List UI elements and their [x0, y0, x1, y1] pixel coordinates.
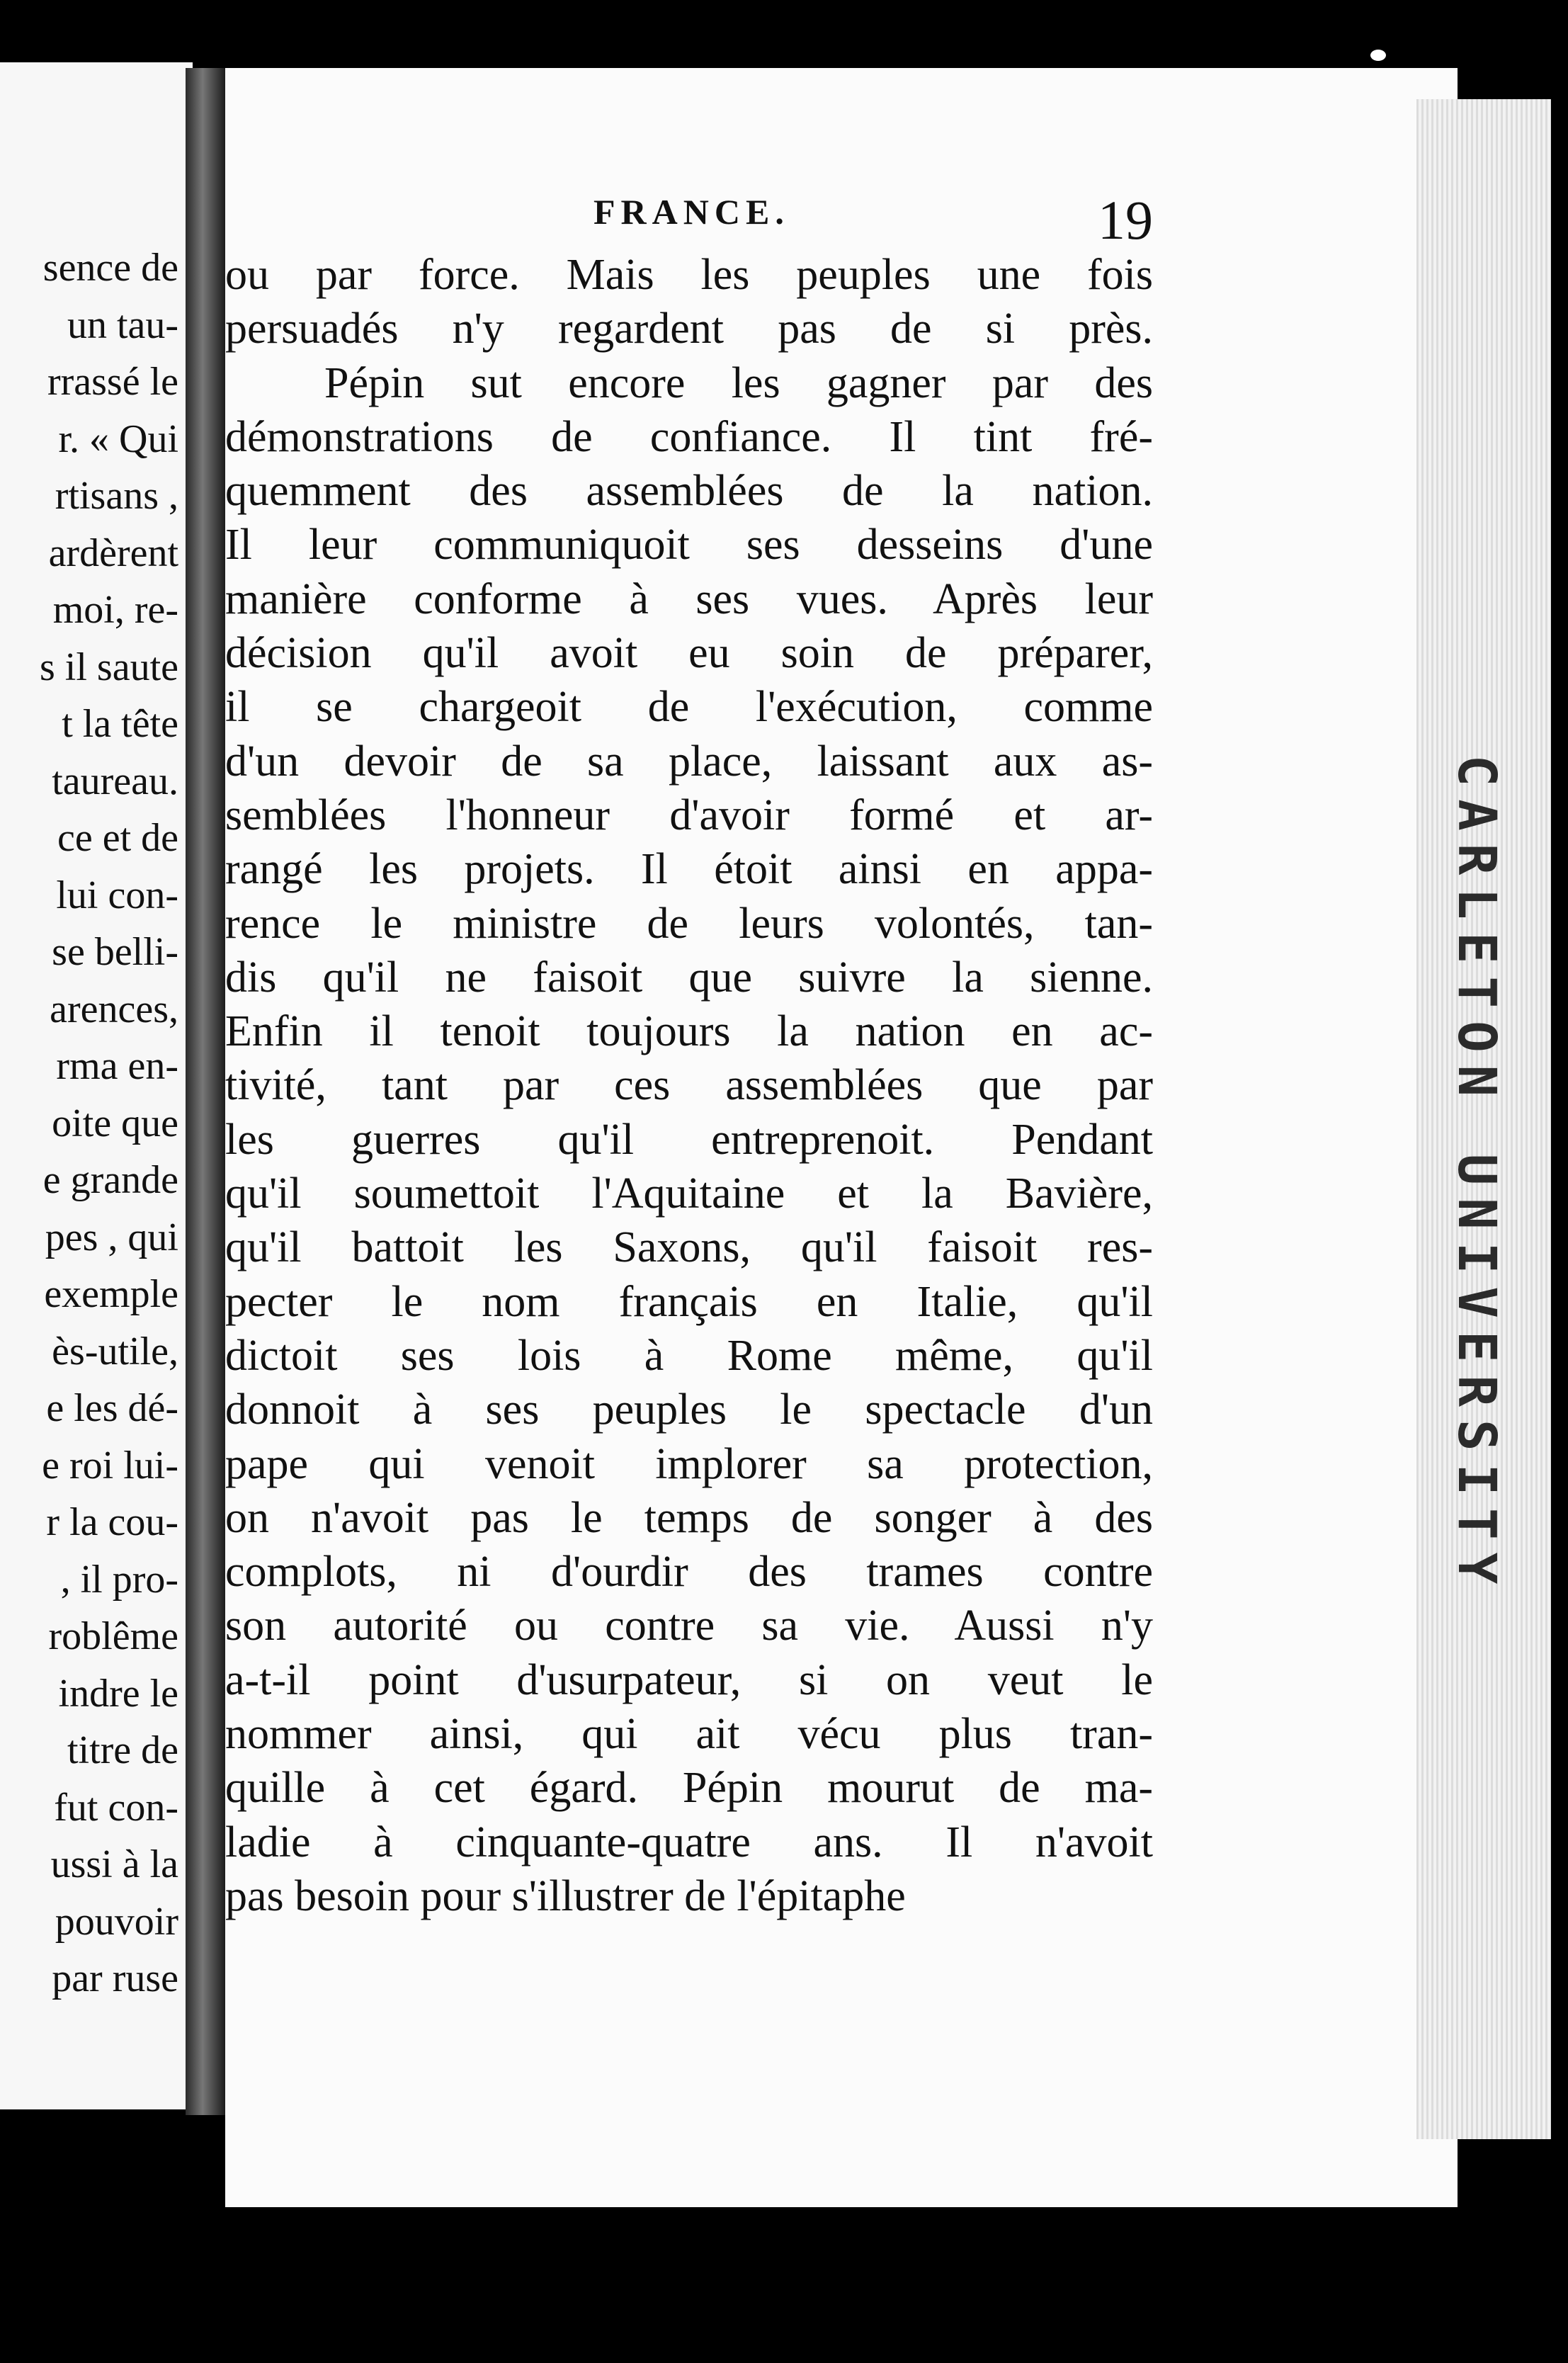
text-line: on n'avoit pas le temps de songer à des — [225, 1493, 1153, 1542]
facing-page-line: e les dé- — [46, 1386, 178, 1430]
text-line: manière conforme à ses vues. Après leur — [225, 574, 1153, 623]
text-line: son autorité ou contre sa vie. Aussi n'y — [225, 1602, 1153, 1650]
library-stamp — [1446, 609, 1507, 1742]
text-line: dictoit ses lois à Rome même, qu'il — [225, 1331, 1153, 1380]
text-line: complots, ni d'ourdir des trames contre — [225, 1548, 1153, 1597]
text-line: qu'il battoit les Saxons, qu'il faisoit res- — [225, 1223, 1153, 1272]
text-line: d'un devoir de sa place, laissant aux as- — [225, 737, 1153, 786]
facing-page-line: lui con- — [56, 873, 178, 917]
facing-page-line: e grande — [42, 1158, 178, 1202]
text-line: dis qu'il ne faisoit que suivre la sienne. — [225, 953, 1153, 1002]
facing-page-line: r. « Qui — [58, 416, 178, 461]
text-line: persuadés n'y regardent pas de si près. — [225, 305, 1153, 353]
text-line: nommer ainsi, qui ait vécu plus tran- — [225, 1710, 1153, 1759]
text-line: il se chargeoit de l'exécution, comme — [225, 683, 1153, 732]
page-header — [225, 191, 1458, 255]
text-line: pecter le nom français en Italie, qu'il — [225, 1277, 1153, 1326]
text-line: ladie à cinquante-quatre ans. Il n'avoit — [225, 1818, 1153, 1866]
text-line: a-t-il point d'usurpateur, si on veut le — [225, 1655, 1153, 1704]
running-head: FRANCE. — [593, 192, 790, 232]
text-line: quemment des assemblées de la nation. — [225, 467, 1153, 516]
facing-page-line: oite que — [52, 1101, 178, 1145]
facing-page-line: rrassé le — [47, 360, 178, 404]
facing-page-line: ès-utile, — [52, 1329, 178, 1373]
text-line: décision qu'il avoit eu soin de préparer, — [225, 629, 1153, 678]
facing-page-line: ce et de — [57, 816, 178, 860]
library-stamp-text: CARLETON UNIVERSITY — [1446, 754, 1507, 1597]
facing-page-line: un tau- — [67, 302, 178, 347]
page-number: 19 — [1098, 189, 1153, 251]
text-line: les guerres qu'il entreprenoit. Pendant — [225, 1115, 1153, 1164]
facing-page-line: r la cou- — [46, 1500, 178, 1544]
text-line: tivité, tant par ces assemblées que par — [225, 1061, 1153, 1110]
facing-page-line: rtisans , — [55, 474, 178, 518]
facing-page-line: rma en- — [56, 1044, 178, 1088]
facing-page-line: sence de — [42, 246, 178, 290]
text-line: pas besoin pour s'illustrer de l'épitaphe — [225, 1871, 906, 1920]
facing-page-line: se belli- — [52, 930, 178, 974]
text-line: donnoit à ses peuples le spectacle d'un — [225, 1386, 1153, 1434]
facing-page-line: indre le — [58, 1671, 178, 1716]
text-line: qu'il soumettoit l'Aquitaine et la Bavière, — [225, 1169, 1153, 1218]
text-line: Pépin sut encore les gagner par des — [324, 358, 1153, 407]
text-line: ou par force. Mais les peuples une fois — [225, 251, 1153, 299]
scan-border — [225, 2207, 1458, 2363]
facing-page-line: s il saute — [40, 645, 178, 689]
facing-page-fragment — [0, 62, 193, 2109]
corner-mark — [1370, 50, 1386, 61]
text-line: Il leur communiquoit ses desseins d'une — [225, 521, 1153, 570]
facing-page-line: roblême — [48, 1614, 178, 1658]
text-line: rangé les projets. Il étoit ainsi en appa- — [225, 845, 1153, 894]
book-gutter — [186, 68, 228, 2115]
facing-page-line: arences, — [50, 987, 178, 1031]
facing-page-line: exemple — [44, 1272, 178, 1316]
text-line: pape qui venoit implorer sa protection, — [225, 1439, 1153, 1488]
facing-page-line: e roi lui- — [42, 1443, 178, 1488]
body-text — [225, 248, 1153, 1923]
text-line: démonstrations de confiance. Il tint fré- — [225, 412, 1153, 461]
text-line: rence le ministre de leurs volontés, tan- — [225, 899, 1153, 948]
facing-page-line: titre de — [67, 1728, 178, 1772]
facing-page-line: ussi à la — [50, 1842, 178, 1886]
text-line: quille à cet égard. Pépin mourut de ma- — [225, 1764, 1153, 1813]
facing-page-line: fut con- — [54, 1785, 178, 1830]
text-line: Enfin il tenoit toujours la nation en ac- — [225, 1007, 1153, 1056]
text-line: semblées l'honneur d'avoir formé et ar- — [225, 790, 1153, 839]
facing-page-line: pouvoir — [55, 1899, 178, 1944]
facing-page-line: taureau. — [52, 759, 178, 803]
facing-page-line: moi, re- — [52, 588, 178, 632]
facing-page-line: , il pro- — [60, 1557, 178, 1602]
facing-page-line: pes , qui — [45, 1215, 178, 1259]
facing-page-line: par ruse — [52, 1956, 178, 2000]
facing-page-line: ardèrent — [48, 531, 178, 575]
facing-page-line: t la tête — [62, 702, 178, 746]
